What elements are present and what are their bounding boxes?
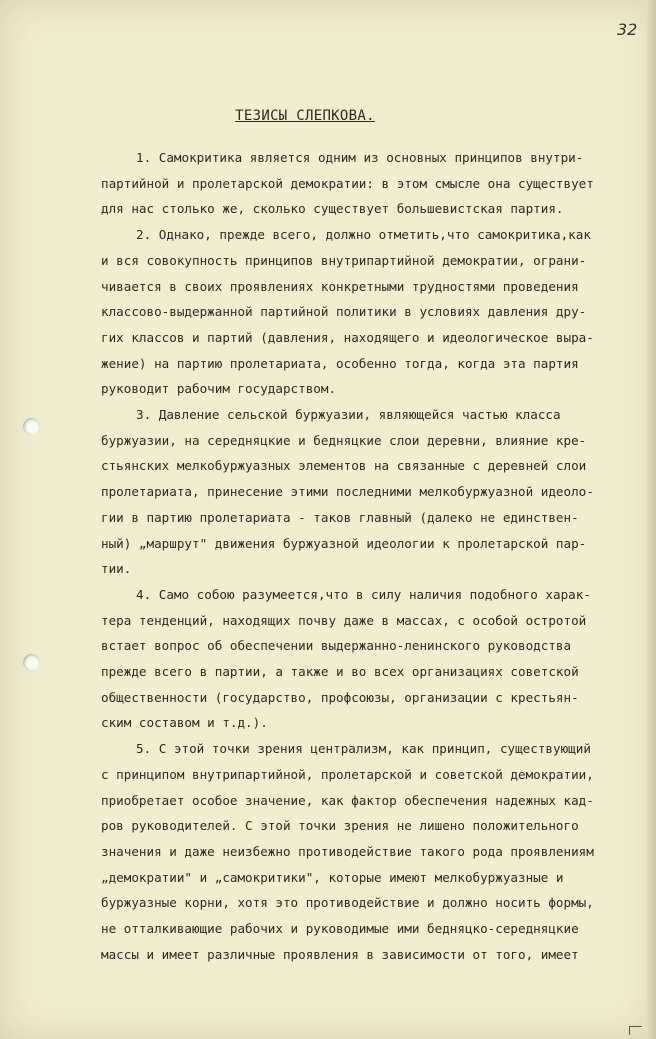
- text-line: классово-выдержанной партийной политики в условиях давления дру-: [101, 304, 587, 320]
- text-line: с принципом внутрипартийной, пролетарской и советской демократии,: [101, 766, 594, 782]
- text-line: не отталкивающие рабочих и руководимые ими бедняцко-середняцкие: [101, 921, 579, 937]
- text-line: тера тенденций, находящих почву даже в массах, с особой остротой: [101, 612, 587, 628]
- text-line: для нас столько же, сколько существует большевистская партия.: [101, 201, 564, 217]
- text-line: массы и имеет различные проявления в зависимости от того, имеет: [101, 946, 579, 962]
- paragraph-3: [101, 402, 631, 582]
- document-body: [101, 145, 631, 968]
- paper-edge: [646, 0, 656, 1039]
- text-line: и вся совокупность принципов внутрипартийной демократии, ограни-: [101, 252, 587, 268]
- text-line: гих классов и партий (давления, находящего и идеологическое выра-: [101, 329, 594, 345]
- document-title: ТЕЗИСЫ СЛЕПКОВА.: [235, 108, 375, 124]
- text-line: 3. Давление сельской буржуазии, являющейся частью класса: [136, 407, 561, 423]
- punch-hole-bottom: [23, 654, 40, 671]
- text-line: буржуазные корни, хотя это противодействие и должно носить формы,: [101, 895, 594, 911]
- paragraph-2: [101, 222, 631, 402]
- punch-hole-top: [23, 418, 40, 435]
- text-line: общественности (государство, профсоюзы, организации с крестьян-: [101, 689, 579, 705]
- text-line: чивается в своих проявлениях конкретными трудностями проведения: [101, 278, 579, 294]
- text-line: значения и даже неизбежно противодействие такого рода проявлениям: [101, 843, 594, 859]
- text-line: гии в партию пролетариата - таков главный (далеко не единствен-: [101, 509, 579, 525]
- text-line: руководит рабочим государством.: [101, 381, 337, 397]
- text-line: ским составом и т.д.).: [101, 715, 268, 731]
- text-line: прежде всего в партии, а также и во всех организациях советской: [101, 664, 579, 680]
- text-line: 2. Однако, прежде всего, должно отметить,что самокритика,как: [136, 227, 591, 243]
- text-line: буржуазии, на середняцкие и бедняцкие слои деревни, влияние кре-: [101, 432, 587, 448]
- paragraph-5: [101, 736, 631, 967]
- text-line: ный) „маршрут" движения буржуазной идеологии к пролетарской пар-: [101, 535, 587, 551]
- text-line: „демократии" и „самокритики", которые имеют мелкобуржуазные и: [101, 869, 564, 885]
- page-number: 32: [617, 20, 638, 39]
- text-line: приобретает особое значение, как фактор обеспечения надежных кад-: [101, 792, 594, 808]
- paragraph-4: [101, 582, 631, 736]
- text-line: 5. С этой точки зрения централизм, как принцип, существующий: [136, 741, 591, 757]
- text-line: тии.: [101, 561, 132, 577]
- text-line: пролетариата, принесение этими последними мелкобуржуазной идеоло-: [101, 484, 594, 500]
- text-line: стьянских мелкобуржуазных элементов на связанные с деревней слои: [101, 458, 587, 474]
- text-line: жение) на партию пролетариата, особенно тогда, когда эта партия: [101, 355, 579, 371]
- text-line: партийной и пролетарской демократии: в этом смысле она существует: [101, 175, 594, 191]
- text-line: 1. Самокритика является одним из основных принципов внутри-: [136, 150, 584, 165]
- text-line: 4. Само собою разумеется,что в силу наличия подобного харак-: [136, 586, 591, 602]
- corner-mark: [629, 1026, 642, 1035]
- text-line: ров руководителей. С этой точки зрения не лишено положительного: [101, 818, 579, 834]
- paragraph-1: [101, 145, 631, 222]
- text-line: встает вопрос об обеспечении выдержанно-ленинского руководства: [101, 638, 572, 654]
